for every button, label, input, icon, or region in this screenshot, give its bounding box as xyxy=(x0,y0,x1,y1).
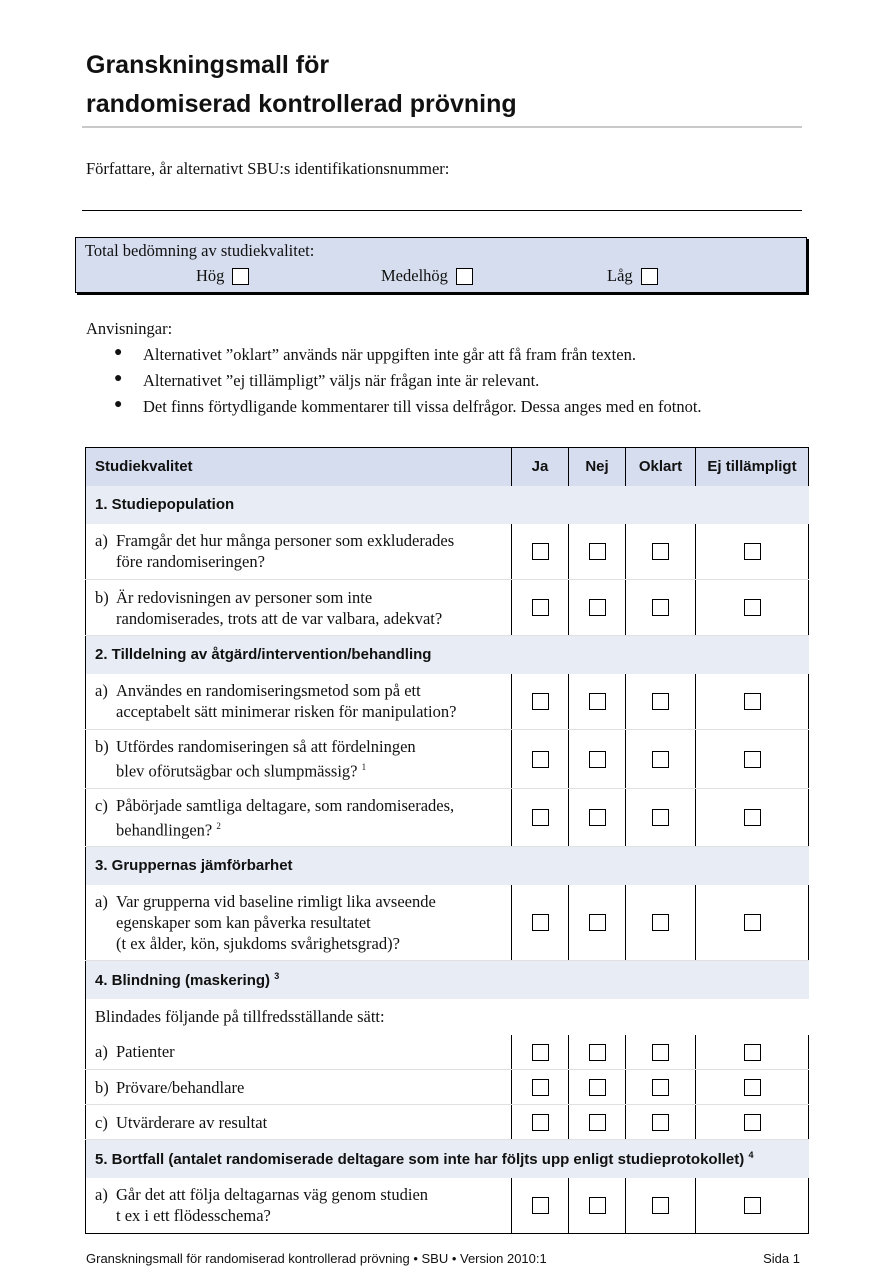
answer-unclear-checkbox[interactable] xyxy=(652,809,669,826)
answer-cell xyxy=(626,788,696,847)
answer-unclear-checkbox[interactable] xyxy=(652,1079,669,1096)
answer-cell xyxy=(512,524,569,580)
question-line: Är redovisningen av personer som inte xyxy=(116,587,373,607)
instructions-list xyxy=(112,345,702,423)
section-row xyxy=(86,636,809,674)
answer-cell xyxy=(512,885,569,961)
answer-not-applicable-checkbox[interactable] xyxy=(744,809,761,826)
answer-no-checkbox[interactable] xyxy=(589,599,606,616)
question-text xyxy=(86,730,512,789)
author-label: Författare, år alternativt SBU:s identifikationsnummer: xyxy=(86,159,450,178)
question-line: egenskaper som kan påverka resultatet xyxy=(116,912,371,932)
question-row xyxy=(86,580,809,636)
section-row xyxy=(86,486,809,524)
answer-no-checkbox[interactable] xyxy=(589,693,606,710)
question-text xyxy=(86,524,512,580)
instructions-title: Anvisningar: xyxy=(86,319,173,338)
answer-cell xyxy=(696,788,809,847)
question-row xyxy=(86,1105,809,1140)
answer-unclear-checkbox[interactable] xyxy=(652,1114,669,1131)
answer-cell xyxy=(569,788,626,847)
answer-not-applicable-checkbox[interactable] xyxy=(744,1114,761,1131)
rating-option-high xyxy=(196,266,249,286)
footnote-marker: 2 xyxy=(216,820,221,831)
answer-cell xyxy=(626,580,696,636)
answer-cell xyxy=(696,1178,809,1234)
answer-cell xyxy=(512,730,569,789)
answer-cell xyxy=(569,580,626,636)
total-rating-label: Total bedömning av studiekvalitet: xyxy=(85,241,315,260)
title-divider xyxy=(82,126,802,128)
answer-cell xyxy=(696,1105,809,1140)
question-row xyxy=(86,1035,809,1070)
header-no: Nej xyxy=(569,448,626,486)
instruction-item xyxy=(112,345,702,371)
instruction-item xyxy=(112,371,702,397)
answer-not-applicable-checkbox[interactable] xyxy=(744,599,761,616)
answer-cell xyxy=(626,1070,696,1105)
answer-unclear-checkbox[interactable] xyxy=(652,751,669,768)
question-row xyxy=(86,674,809,730)
answer-no-checkbox[interactable] xyxy=(589,1114,606,1131)
answer-cell xyxy=(626,1035,696,1070)
instruction-text: Alternativet ”oklart” används när uppgiften inte går att få fram från texten. xyxy=(143,345,636,364)
answer-no-checkbox[interactable] xyxy=(589,1044,606,1061)
answer-cell xyxy=(512,674,569,730)
section-title-text: 5. Bortfall (antalet randomiserade deltagare som inte har följts upp enligt studieprotokollet) xyxy=(95,1150,745,1168)
answer-cell xyxy=(696,524,809,580)
answer-cell xyxy=(512,788,569,847)
answer-yes-checkbox[interactable] xyxy=(532,751,549,768)
answer-cell xyxy=(696,674,809,730)
answer-unclear-checkbox[interactable] xyxy=(652,693,669,710)
author-input-line[interactable] xyxy=(82,210,802,211)
answer-not-applicable-checkbox[interactable] xyxy=(744,1197,761,1214)
question-line: Går det att följa deltagarnas väg genom studien xyxy=(116,1185,429,1205)
section-title-text: 4. Blindning (maskering) xyxy=(95,971,271,989)
table-header-row xyxy=(86,448,809,486)
answer-no-checkbox[interactable] xyxy=(589,1079,606,1096)
answer-unclear-checkbox[interactable] xyxy=(652,543,669,560)
question-row xyxy=(86,885,809,961)
section-intro: Blindades följande på tillfredsställande sätt: xyxy=(86,999,809,1035)
section-title xyxy=(86,961,809,999)
answer-cell xyxy=(626,730,696,789)
answer-not-applicable-checkbox[interactable] xyxy=(744,1044,761,1061)
question-letter: c) xyxy=(95,1112,108,1132)
question-line: Patienter xyxy=(116,1042,175,1062)
question-row xyxy=(86,730,809,789)
question-line: Utvärderare av resultat xyxy=(116,1112,268,1132)
answer-no-checkbox[interactable] xyxy=(589,1197,606,1214)
answer-cell xyxy=(626,885,696,961)
total-rating-box xyxy=(75,237,807,293)
answer-cell xyxy=(569,730,626,789)
answer-cell xyxy=(569,1105,626,1140)
section-title xyxy=(86,1140,809,1178)
question-line: (t ex ålder, kön, sjukdoms svårighetsgrad)? xyxy=(116,933,400,953)
answer-unclear-checkbox[interactable] xyxy=(652,1197,669,1214)
question-line: Var grupperna vid baseline rimligt lika avseende xyxy=(116,891,436,911)
rating-high-checkbox[interactable] xyxy=(232,268,249,285)
answer-yes-checkbox[interactable] xyxy=(532,1079,549,1096)
answer-yes-checkbox[interactable] xyxy=(532,1197,549,1214)
answer-yes-checkbox[interactable] xyxy=(532,914,549,931)
section-title-text: 2. Tilldelning av åtgärd/intervention/behandling xyxy=(95,646,432,664)
question-text xyxy=(86,788,512,847)
section-row xyxy=(86,1140,809,1178)
answer-yes-checkbox[interactable] xyxy=(532,693,549,710)
title-line-1: Granskningsmall för xyxy=(86,51,330,79)
answer-unclear-checkbox[interactable] xyxy=(652,599,669,616)
question-line: randomiserades, trots att de var valbara, adekvat? xyxy=(116,608,443,628)
answer-cell xyxy=(696,730,809,789)
answer-cell xyxy=(569,1070,626,1105)
answer-cell xyxy=(569,674,626,730)
question-letter: b) xyxy=(95,737,109,756)
question-text xyxy=(86,885,512,961)
question-letter: a) xyxy=(95,1185,108,1205)
question-line: Utfördes randomiseringen så att fördelningen xyxy=(116,737,416,756)
footnote-marker: 3 xyxy=(274,970,280,981)
answer-not-applicable-checkbox[interactable] xyxy=(744,543,761,560)
instruction-item xyxy=(112,397,702,423)
question-text xyxy=(86,1070,512,1105)
answer-not-applicable-checkbox[interactable] xyxy=(744,1079,761,1096)
question-line: acceptabelt sätt minimerar risken för manipulation? xyxy=(116,702,457,722)
question-line: Prövare/behandlare xyxy=(116,1077,245,1097)
section-title xyxy=(86,486,809,524)
answer-no-checkbox[interactable] xyxy=(589,751,606,768)
rating-low-checkbox[interactable] xyxy=(641,268,658,285)
answer-no-checkbox[interactable] xyxy=(589,914,606,931)
quality-table xyxy=(85,447,809,1234)
answer-cell xyxy=(696,580,809,636)
title-line-2: randomiserad kontrollerad prövning xyxy=(86,90,517,118)
bullet-icon: ● xyxy=(114,345,123,360)
question-text xyxy=(86,1178,512,1234)
answer-not-applicable-checkbox[interactable] xyxy=(744,914,761,931)
question-row xyxy=(86,1178,809,1234)
answer-yes-checkbox[interactable] xyxy=(532,809,549,826)
answer-not-applicable-checkbox[interactable] xyxy=(744,693,761,710)
footnote-marker: 1 xyxy=(361,762,367,772)
answer-cell xyxy=(626,1105,696,1140)
question-letter: c) xyxy=(95,795,108,815)
question-letter: a) xyxy=(95,531,108,551)
section-row xyxy=(86,847,809,885)
answer-no-checkbox[interactable] xyxy=(589,543,606,560)
header-not-applicable: Ej tillämpligt xyxy=(696,448,809,486)
question-letter: a) xyxy=(95,891,108,911)
answer-yes-checkbox[interactable] xyxy=(532,543,549,560)
answer-no-checkbox[interactable] xyxy=(589,809,606,826)
answer-cell xyxy=(569,524,626,580)
rating-option-medium xyxy=(381,266,473,286)
question-row xyxy=(86,1070,809,1105)
question-row xyxy=(86,524,809,580)
question-letter: a) xyxy=(95,1042,108,1062)
answer-cell xyxy=(512,1070,569,1105)
rating-option-label: Hög xyxy=(196,266,225,285)
question-line: Påbörjade samtliga deltagare, som randomiserades, xyxy=(116,795,455,815)
question-line: Användes en randomiseringsmetod som på ett xyxy=(116,681,421,701)
section-title-text: 3. Gruppernas jämförbarhet xyxy=(95,857,293,875)
page-footer xyxy=(86,1251,800,1266)
section-row xyxy=(86,961,809,999)
answer-cell xyxy=(512,1105,569,1140)
answer-cell xyxy=(626,674,696,730)
header-yes: Ja xyxy=(512,448,569,486)
header-unclear: Oklart xyxy=(626,448,696,486)
section-title-text: 1. Studiepopulation xyxy=(95,496,235,513)
question-line: behandlingen? xyxy=(116,820,213,839)
page-number: Sida 1 xyxy=(763,1251,800,1266)
question-letter: b) xyxy=(95,1077,109,1097)
question-line: före randomiseringen? xyxy=(116,552,265,572)
answer-cell xyxy=(696,1070,809,1105)
answer-cell xyxy=(569,1035,626,1070)
answer-cell xyxy=(512,580,569,636)
rating-option-low xyxy=(607,266,658,286)
question-letter: a) xyxy=(95,681,108,701)
question-text xyxy=(86,1105,512,1140)
answer-cell xyxy=(569,885,626,961)
rating-option-label: Låg xyxy=(607,266,633,285)
answer-not-applicable-checkbox[interactable] xyxy=(744,751,761,768)
answer-cell xyxy=(512,1035,569,1070)
question-row xyxy=(86,788,809,847)
question-line: blev oförutsägbar och slumpmässig? xyxy=(116,761,358,781)
answer-unclear-checkbox[interactable] xyxy=(652,1044,669,1061)
section-title xyxy=(86,636,809,674)
rating-option-label: Medelhög xyxy=(381,266,448,285)
answer-cell xyxy=(626,524,696,580)
answer-yes-checkbox[interactable] xyxy=(532,599,549,616)
footnote-marker: 4 xyxy=(748,1149,754,1160)
answer-cell xyxy=(696,1035,809,1070)
question-text xyxy=(86,580,512,636)
table-body xyxy=(86,486,809,1234)
section-intro-row xyxy=(86,999,809,1035)
document-title xyxy=(86,46,806,124)
instruction-text: Alternativet ”ej tillämpligt” väljs när frågan inte är relevant. xyxy=(143,371,540,390)
section-title xyxy=(86,847,809,885)
answer-cell xyxy=(696,885,809,961)
bullet-icon: ● xyxy=(114,371,123,386)
rating-medium-checkbox[interactable] xyxy=(456,268,473,285)
header-quality: Studiekvalitet xyxy=(86,448,512,486)
answer-yes-checkbox[interactable] xyxy=(532,1044,549,1061)
answer-cell xyxy=(569,1178,626,1234)
question-text xyxy=(86,674,512,730)
question-line: Framgår det hur många personer som exkluderades xyxy=(116,531,455,551)
bullet-icon: ● xyxy=(114,397,123,412)
answer-cell xyxy=(626,1178,696,1234)
answer-cell xyxy=(512,1178,569,1234)
footer-text: Granskningsmall för randomiserad kontrollerad prövning • SBU • Version 2010:1 xyxy=(86,1251,547,1266)
instruction-text: Det finns förtydligande kommentarer till vissa delfrågor. Dessa anges med en fotnot. xyxy=(143,397,702,416)
answer-unclear-checkbox[interactable] xyxy=(652,914,669,931)
question-text xyxy=(86,1035,512,1070)
question-line: t ex i ett flödesschema? xyxy=(116,1206,271,1226)
question-letter: b) xyxy=(95,587,109,607)
answer-yes-checkbox[interactable] xyxy=(532,1114,549,1131)
